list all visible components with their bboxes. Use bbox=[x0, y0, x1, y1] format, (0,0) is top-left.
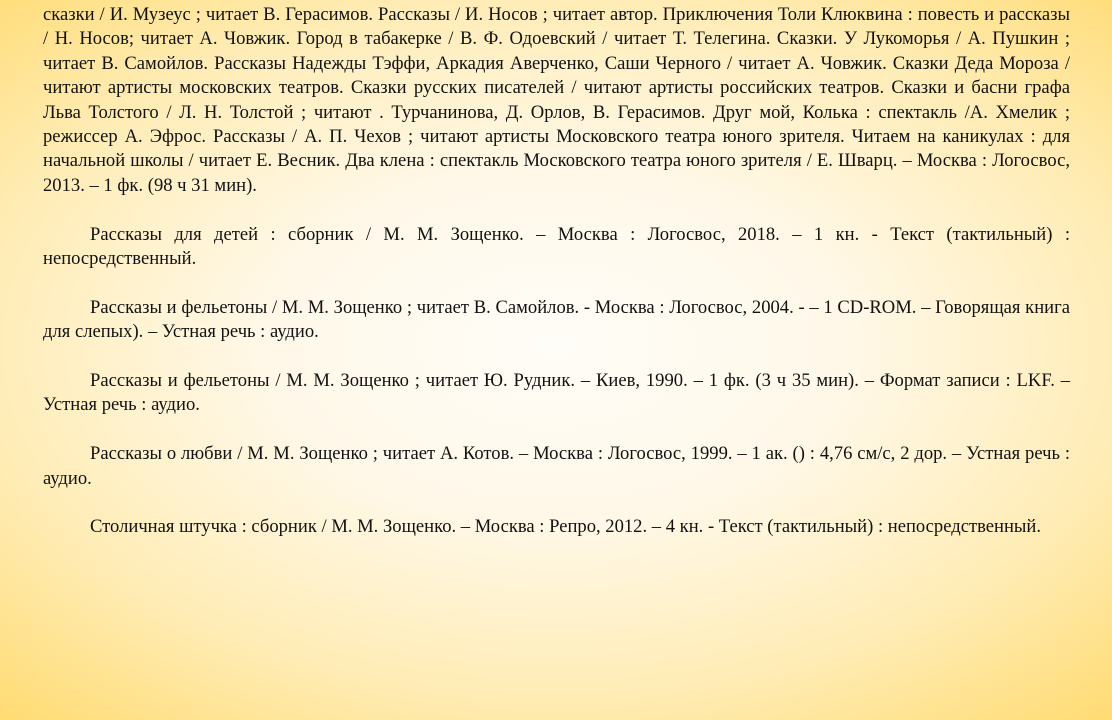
bibliography-entry: Рассказы для детей : сборник / М. М. Зощенко. – Москва : Логосвос, 2018. – 1 кн. - Текст (тактильный) : непосредственный. bbox=[43, 223, 1070, 270]
bibliography-entry: Рассказы о любви / М. М. Зощенко ; читает А. Котов. – Москва : Логосвос, 1999. – 1 ак. () : 4,76 см/с, 2 дор. – Устная речь : аудио. bbox=[43, 443, 1070, 489]
bibliography-list bbox=[43, 0, 1070, 540]
bibliography-entry: Столичная штучка : сборник / М. М. Зощенко. – Москва : Репро, 2012. – 4 кн. - Текст (тактильный) : непосредственный. bbox=[90, 516, 1041, 538]
bibliography-entry: Рассказы и фельетоны / М. М. Зощенко ; читает В. Самойлов. - Москва : Логосвос, 2004. - – 1 CD-ROM. – Говорящая книга для слепых). – Устная речь : аудио. bbox=[43, 296, 1070, 343]
bibliography-entry: Рассказы и фельетоны / М. М. Зощенко ; читает Ю. Рудник. – Киев, 1990. – 1 фк. (3 ч 35 мин). – Формат записи : LKF. – Устная речь : аудио. bbox=[43, 370, 1070, 416]
continuation-paragraph: сказки / И. Музеус ; читает В. Герасимов. Рассказы / И. Носов ; читает автор. Приключения Толи Клюквина : повесть и рассказы / Н. Носов; читает А. Човжик. Город в табакерке / В. Ф. Одоевский / читает Т. Телегина. Сказки. У Лукоморья / А. Пушкин ; читает В. Самойлов. Рассказы Надежды Тэффи, Аркадия Аверченко, Саши Черного / читает А. Човжик. Сказки Деда Мороза / читают артисты московских театров. Сказки русских писателей / читают артисты российских театров. Сказки и басни графа Льва Толстого / Л. Н. Толстой ; читают . Турчанинова, Д. Орлов, В. Герасимов. Друг мой, Колька : спектакль /А. Хмелик ; режиссер А. Эфрос. Рассказы / А. П. Чехов ; читают артисты Московского театра юного зрителя. Читаем на каникулах : для начальной школы / читает Е. Весник. Два клена : спектакль Московского театра юного зрителя / Е. Шварц. – Москва : Логосвос, 2013. – 1 фк. (98 ч 31 мин). bbox=[43, 4, 1070, 196]
